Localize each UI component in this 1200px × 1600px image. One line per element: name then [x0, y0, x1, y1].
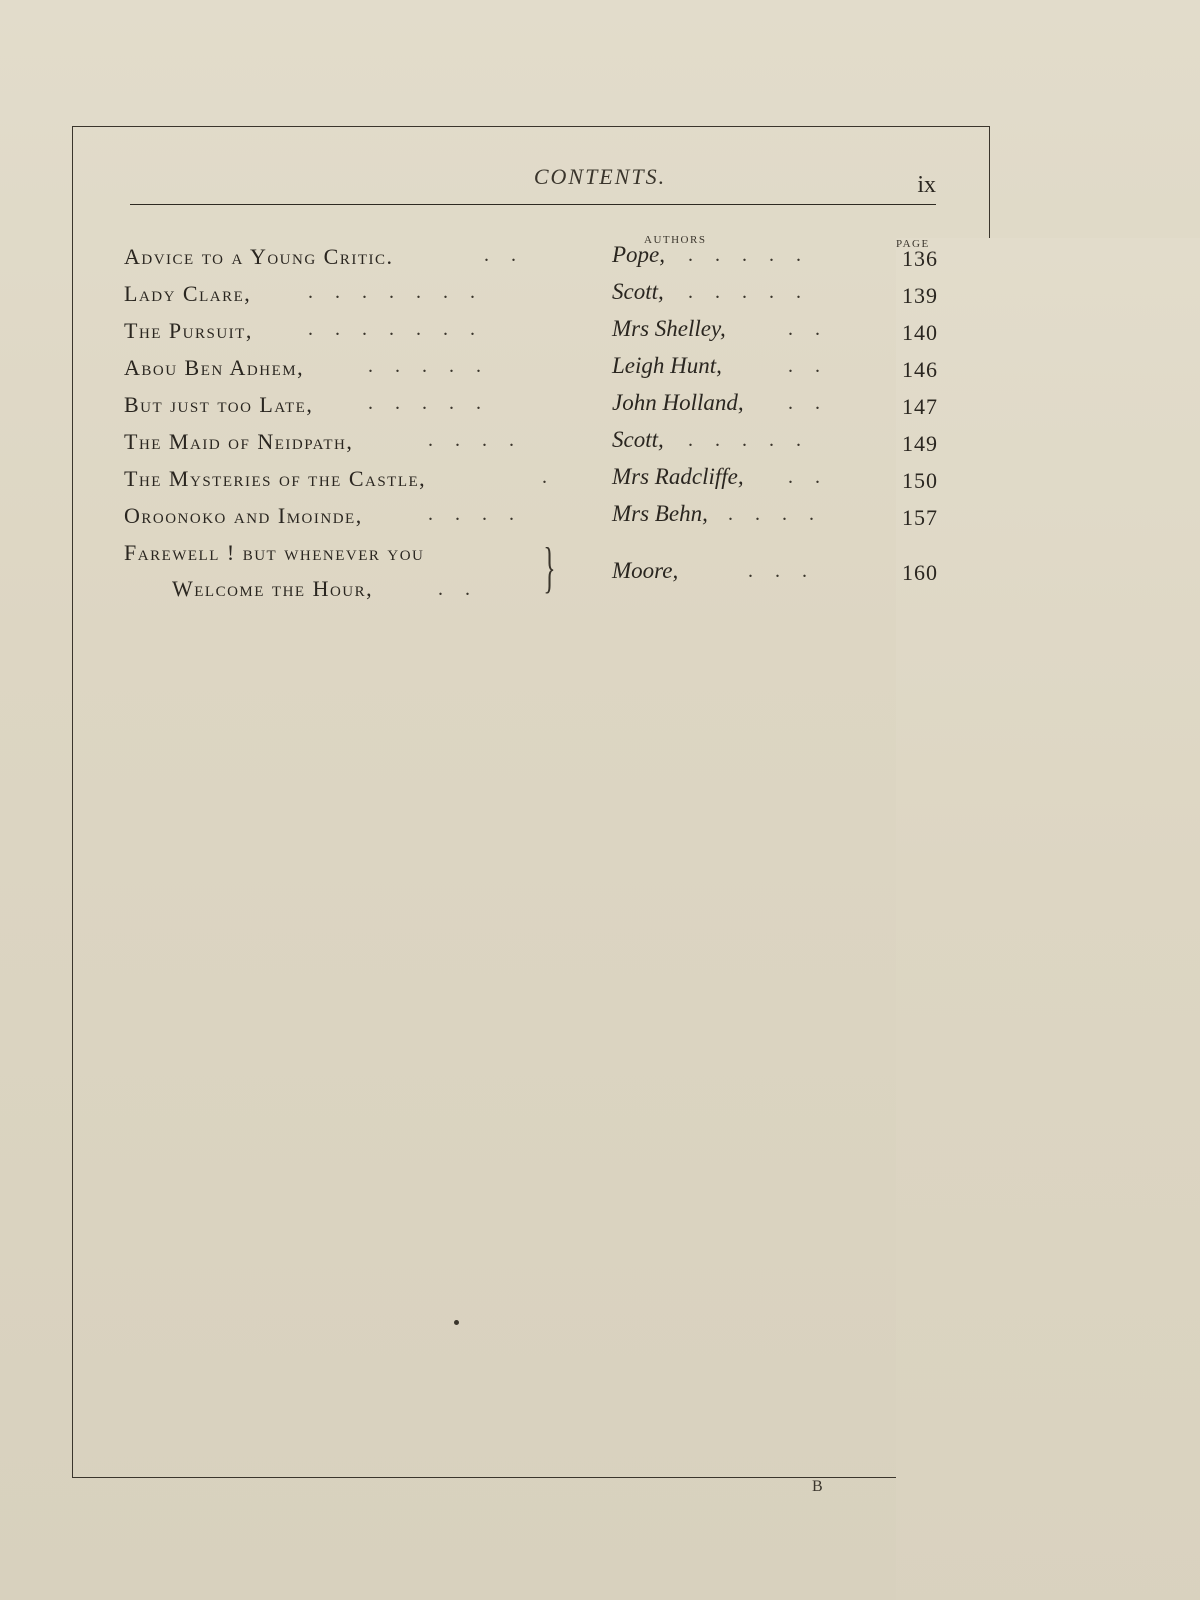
entry-page: 160 — [902, 560, 938, 585]
right-brace-icon: } — [543, 537, 556, 599]
leader-dots: .. — [788, 355, 842, 377]
contents-entry — [118, 388, 948, 425]
contents-entry — [118, 425, 948, 462]
leader-dots: ..... — [368, 392, 503, 414]
running-head — [0, 164, 1200, 190]
entry-page: 149 — [902, 431, 938, 456]
entry-title: Advice to a Young Critic. — [124, 244, 394, 269]
leader-dots: ..... — [688, 244, 823, 266]
entry-page: 140 — [902, 320, 938, 345]
leader-dots: .. — [484, 244, 538, 266]
entry-author: Pope, — [612, 242, 666, 267]
leader-dots: ... — [748, 560, 829, 582]
leader-dots: .. — [438, 578, 492, 600]
leader-dots: .. — [788, 318, 842, 340]
entry-author: Moore, — [612, 558, 679, 583]
contents-entry — [118, 240, 948, 277]
entry-title: But just too Late, — [124, 392, 314, 417]
folio-number: ix — [917, 172, 936, 198]
leader-dots: ....... — [308, 281, 497, 303]
header-rule — [130, 204, 936, 205]
leader-dots: .... — [428, 429, 536, 451]
entry-page: 139 — [902, 283, 938, 308]
entry-page: 136 — [902, 246, 938, 271]
entry-title-line-1: Farewell ! but whenever you — [124, 540, 425, 565]
entry-author: Mrs Radcliffe, — [612, 464, 744, 489]
entry-author: Scott, — [612, 279, 664, 304]
entry-title: The Pursuit, — [124, 318, 253, 343]
entry-page: 157 — [902, 505, 938, 530]
running-title: CONTENTS. — [533, 164, 667, 189]
leader-dots: ....... — [308, 318, 497, 340]
contents-list — [118, 240, 948, 616]
leader-dots: .... — [428, 503, 536, 525]
entry-title: The Mysteries of the Castle, — [124, 466, 427, 491]
leader-dots: .... — [728, 503, 836, 525]
contents-entry — [118, 314, 948, 351]
contents-entry — [118, 277, 948, 314]
entry-title: Oroonoko and Imoinde, — [124, 503, 363, 528]
entry-author: Mrs Shelley, — [612, 316, 726, 341]
entry-page: 150 — [902, 468, 938, 493]
contents-entry — [118, 351, 948, 388]
leader-dots: ..... — [688, 429, 823, 451]
entry-author: Scott, — [612, 427, 664, 452]
contents-entry — [118, 536, 948, 616]
leader-dots: . — [542, 466, 569, 488]
contents-entry — [118, 499, 948, 536]
entry-author: Mrs Behn, — [612, 501, 708, 526]
entry-page: 147 — [902, 394, 938, 419]
authors-column-heading: AUTHORS — [644, 234, 707, 246]
entry-title-line-2: Welcome the Hour, — [172, 576, 374, 601]
ink-speck — [454, 1320, 459, 1325]
contents-entry — [118, 462, 948, 499]
entry-author: John Holland, — [612, 390, 744, 415]
signature-mark: B — [812, 1478, 823, 1495]
leader-dots: ..... — [368, 355, 503, 377]
leader-dots: .. — [788, 466, 842, 488]
entry-title: Lady Clare, — [124, 281, 252, 306]
leader-dots: .. — [788, 392, 842, 414]
entry-title: The Maid of Neidpath, — [124, 429, 354, 454]
page-column-heading: PAGE — [896, 238, 1200, 1600]
entry-author: Leigh Hunt, — [612, 353, 722, 378]
leader-dots: ..... — [688, 281, 823, 303]
entry-title: Abou Ben Adhem, — [124, 355, 305, 380]
entry-page: 146 — [902, 357, 938, 382]
